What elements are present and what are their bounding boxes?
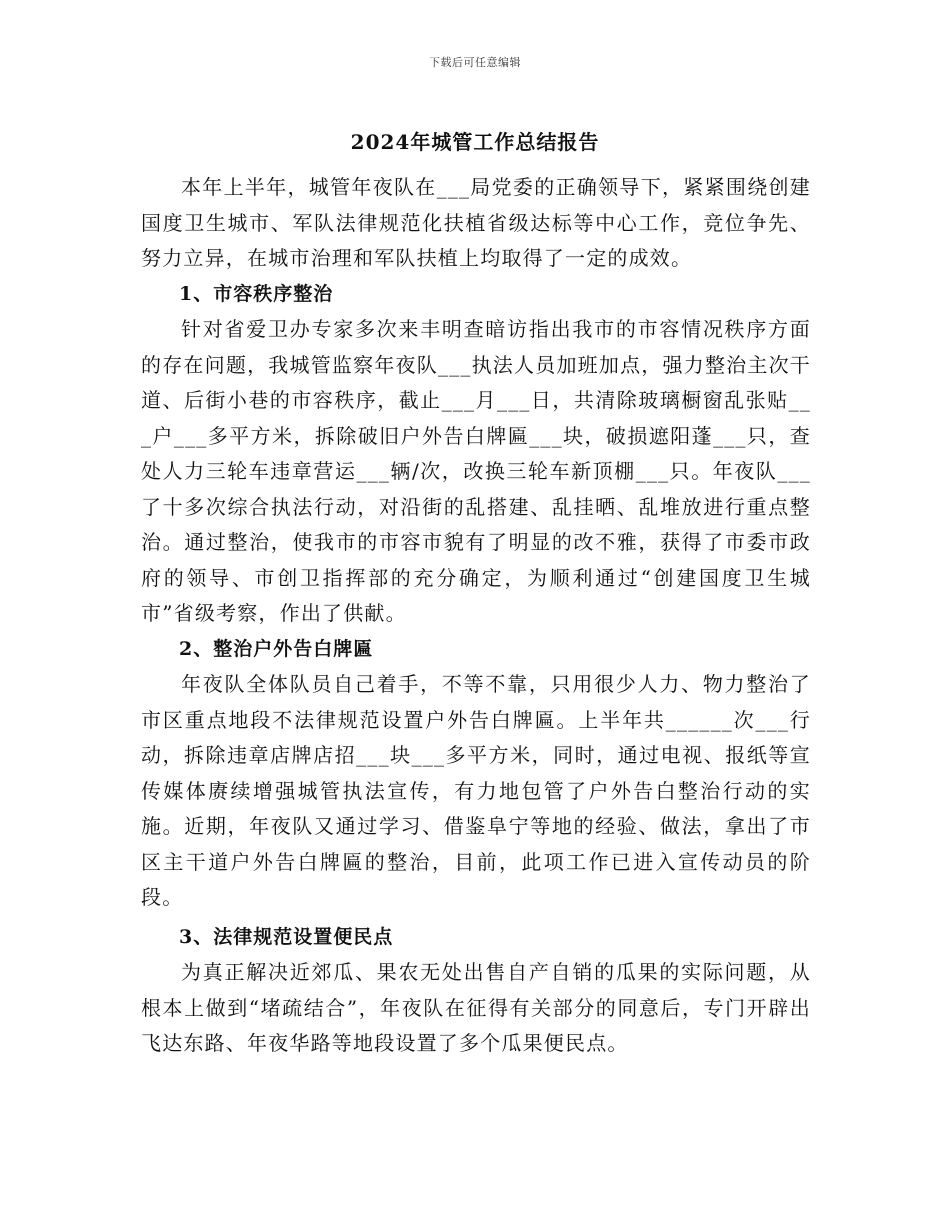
section-heading-3: 3、法律规范设置便民点 xyxy=(179,925,394,948)
document-title: 2024年城管工作总结报告 xyxy=(350,130,600,154)
section-body-1: 针对省爱卫办专家多次来丰明查暗访指出我市的市容情况秩序方面的存在问题，我城管监察年夜队___执法人员加班加点，强力整治主次干道、后街小巷的市容秩序，截止___月___日，共清除玻璃橱窗乱张贴___户___多平方米，拆除破旧户外告白牌匾___块，破损遮阳蓬___只，查处人力三轮车违章营运___辆/次，改换三轮车新顶棚___只。年夜队___了十多次综合执法行动，对沿街的乱搭建、乱挂晒、乱堆放进行重点整治。通过整治，使我市的市容市貌有了明显的改不雅，获得了市委市政府的领导、市创卫指挥部的充分确定，为顺利通过“创建国度卫生城市”省级考察，作出了供献。 xyxy=(141,317,811,625)
document-body xyxy=(141,170,811,1062)
section-heading-2: 2、整治户外告白牌匾 xyxy=(179,637,374,660)
header-note: 下载后可任意编辑 xyxy=(429,56,521,69)
section-body-2: 年夜队全体队员自己着手，不等不靠，只用很少人力、物力整治了市区重点地段不法律规范设置户外告白牌匾。上半年共______次___行动，拆除违章店牌店招___块___多平方米，同时，通过电视、报纸等宣传媒体赓续增强城管执法宣传，有力地包管了户外告白整治行动的实施。近期，年夜队又通过学习、借鉴阜宁等地的经验、做法，拿出了市区主干道户外告白牌匾的整治，目前，此项工作已进入宣传动员的阶段。 xyxy=(141,672,811,909)
section-body-3: 为真正解决近郊瓜、果农无处出售自产自销的瓜果的实际问题，从根本上做到“堵疏结合”，年夜队在征得有关部分的同意后，专门开辟出飞达东路、年夜华路等地段设置了多个瓜果便民点。 xyxy=(141,960,811,1055)
section-heading-1: 1、市容秩序整治 xyxy=(179,282,334,305)
intro-paragraph: 本年上半年，城管年夜队在___局党委的正确领导下，紧紧围绕创建国度卫生城市、军队法律规范化扶植省级达标等中心工作，竞位争先、努力立异，在城市治理和军队扶植上均取得了一定的成效。 xyxy=(141,175,811,270)
